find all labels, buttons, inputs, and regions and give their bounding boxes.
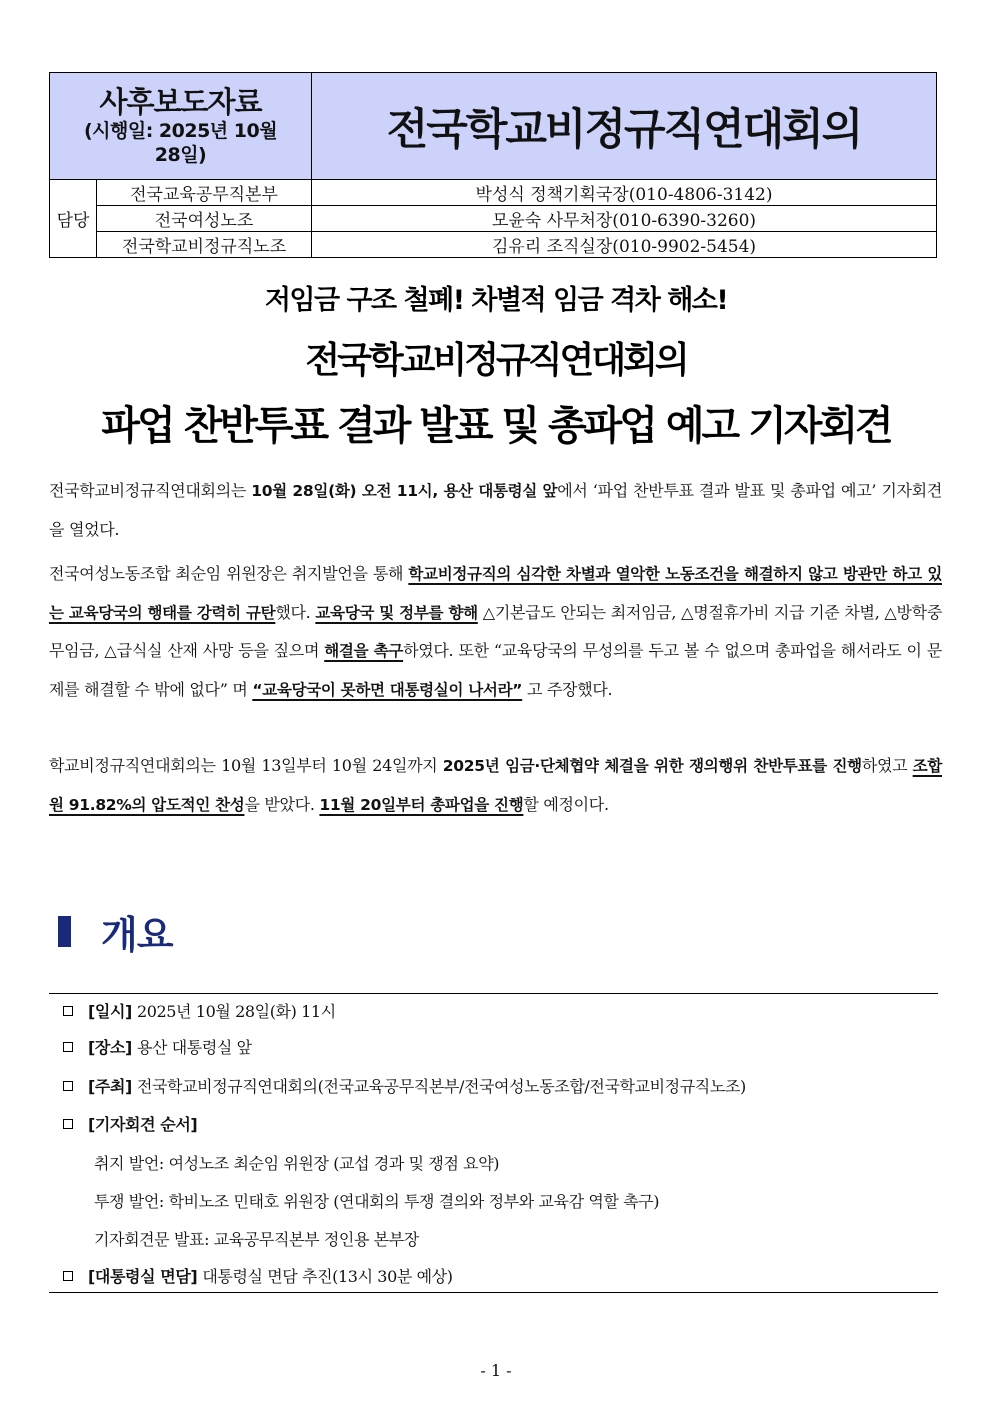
body-text: 학교비정규직연대회의는 10월 13일부터 10월 24일까지 bbox=[49, 756, 443, 775]
overview-box bbox=[49, 993, 938, 1293]
body-text: △기본급도 안되는 최저임금, △명절휴가비 지급 기준 차별, △방학중 무임금, △급식실 산재 사망 등을 짚으며 bbox=[49, 602, 942, 660]
emphasis-text: 11월 20일부터 총파업을 진행 bbox=[319, 795, 524, 814]
overview-key: [일시] bbox=[88, 1002, 132, 1021]
overview-item bbox=[63, 1035, 252, 1058]
release-cell bbox=[50, 73, 312, 180]
emphasis-text: 해결을 촉구 bbox=[324, 642, 404, 660]
body-text: 에서 ‘파업 찬반투표 결과 발표 및 총파업 예고’ 기자회견을 열었다. bbox=[49, 481, 942, 539]
emphasis-text: 교육당국 및 정부를 향해 bbox=[315, 603, 478, 622]
body-text: 을 받았다. bbox=[244, 794, 320, 814]
overview-key: [기자회견 순서] bbox=[88, 1115, 198, 1134]
emphasis-text: 조합원 91.82%의 압도적인 찬성 bbox=[49, 757, 942, 814]
overview-value: 대통령실 면담 추진(13시 30분 예상) bbox=[202, 1267, 453, 1286]
body-text: 고 주장했다. bbox=[522, 679, 613, 699]
headline-title: 파업 찬반투표 결과 발표 및 총파업 예고 기자회견 bbox=[101, 403, 891, 449]
section-heading bbox=[58, 906, 172, 956]
paragraph-intro bbox=[49, 472, 942, 548]
contact-person: 김유리 조직실장(010-9902-5454) bbox=[312, 232, 937, 258]
overview-item bbox=[63, 1112, 202, 1135]
page-number: - 1 - bbox=[480, 1361, 512, 1380]
section-marker-icon bbox=[58, 916, 71, 947]
checkbox-square-icon bbox=[63, 1119, 73, 1129]
headline-slogan: 저임금 구조 철폐! 차별적 임금 격차 해소! bbox=[264, 285, 728, 316]
section-title: 개요 bbox=[101, 912, 173, 957]
paragraph-speech bbox=[49, 555, 942, 709]
contact-org: 전국교육공무직본부 bbox=[97, 180, 312, 206]
order-step: 투쟁 발언: 학비노조 민태호 위원장 (연대회의 투쟁 결의와 정부와 교육감 역할 촉구) bbox=[94, 1192, 660, 1211]
paragraph-vote bbox=[49, 747, 942, 824]
body-text: 전국학교비정규직연대회의는 bbox=[49, 481, 252, 500]
contact-person: 박성식 정책기획국장(010-4806-3142) bbox=[312, 180, 937, 206]
body-text: 하였다. 또한 “교육당국의 무성의를 두고 볼 수 없으며 총파업을 해서라도 이 문제를 해결할 수 밖에 없다” 며 bbox=[49, 641, 942, 699]
checkbox-square-icon bbox=[63, 1271, 73, 1281]
overview-item bbox=[63, 1074, 746, 1097]
org-cell bbox=[312, 73, 937, 180]
headline-org: 전국학교비정규직연대회의 bbox=[305, 340, 687, 381]
order-step: 취지 발언: 여성노조 최순임 위원장 (교섭 경과 및 쟁점 요약) bbox=[94, 1154, 500, 1173]
contact-person: 모윤숙 사무처장(010-6390-3260) bbox=[312, 206, 937, 232]
release-date: (시행일: 2025년 10월 28일) bbox=[83, 120, 278, 166]
overview-key: [대통령실 면담] bbox=[88, 1267, 198, 1286]
checkbox-square-icon bbox=[63, 1006, 73, 1016]
release-label: 사후보도자료 bbox=[99, 85, 262, 119]
body-text: 하였고 bbox=[861, 756, 913, 775]
contact-org: 전국여성노조 bbox=[97, 206, 312, 232]
contact-label: 담당 bbox=[50, 180, 97, 258]
body-text: 전국여성노동조합 최순임 위원장은 취지발언을 통해 bbox=[49, 564, 409, 583]
overview-value: 전국학교비정규직연대회의(전국교육공무직본부/전국여성노동조합/전국학교비정규직노조) bbox=[136, 1077, 746, 1096]
checkbox-square-icon bbox=[63, 1081, 73, 1091]
overview-key: [장소] bbox=[88, 1038, 132, 1057]
bold-text: 10월 28일(화) 오전 11시, 용산 대통령실 앞 bbox=[251, 482, 558, 500]
body-text: 했다. bbox=[275, 602, 316, 622]
overview-key: [주최] bbox=[88, 1077, 132, 1096]
overview-item bbox=[63, 1264, 453, 1287]
emphasis-text: “교육당국이 못하면 대통령실이 나서라” bbox=[252, 680, 523, 699]
checkbox-square-icon bbox=[63, 1042, 73, 1052]
overview-item bbox=[63, 999, 336, 1022]
header-table bbox=[49, 72, 937, 258]
overview-value: 2025년 10월 28일(화) 11시 bbox=[136, 1002, 336, 1021]
order-step: 기자회견문 발표: 교육공무직본부 정인용 본부장 bbox=[94, 1230, 419, 1249]
org-title: 전국학교비정규직연대회의 bbox=[386, 104, 862, 155]
bold-text: 2025년 임금·단체협약 체결을 위한 쟁의행위 찬반투표를 진행 bbox=[442, 757, 862, 775]
emphasis-text: 학교비정규직의 심각한 차별과 열악한 노동조건을 해결하지 않고 방관만 하고 있는 교육당국의 행태를 강력히 규탄 bbox=[49, 565, 942, 622]
body-text: 할 예정이다. bbox=[523, 794, 609, 814]
overview-value: 용산 대통령실 앞 bbox=[136, 1038, 252, 1057]
contact-org: 전국학교비정규직노조 bbox=[97, 232, 312, 258]
